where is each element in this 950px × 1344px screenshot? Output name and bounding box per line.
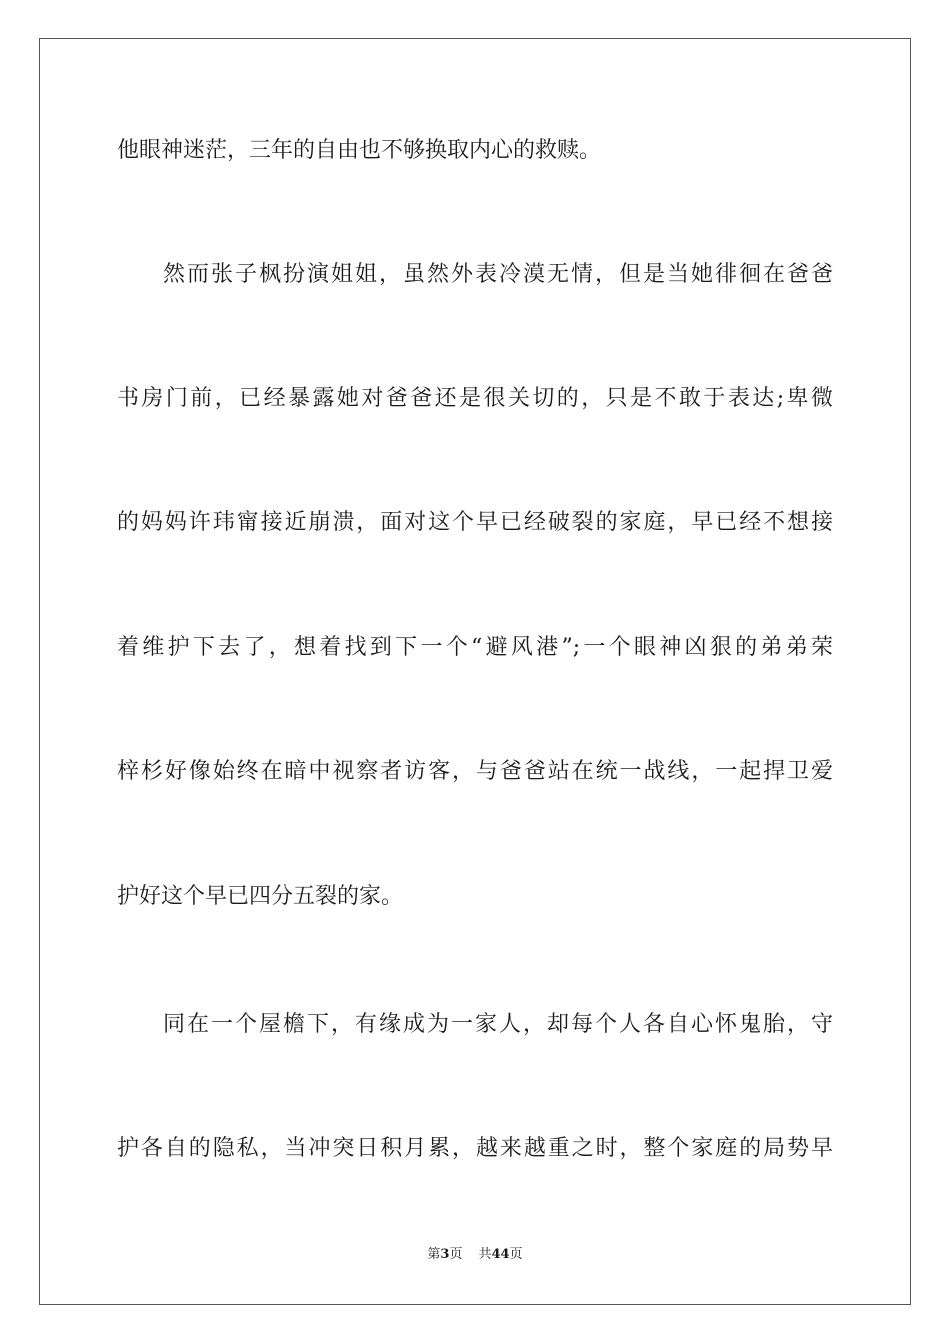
page-border: [39, 38, 911, 1305]
footer-total-prefix: 共: [478, 1247, 492, 1262]
text-line-9: 护各自的隐私，当冲突日积月累，越来越重之时，整个家庭的局势早: [117, 1136, 833, 1161]
footer-page-number: 3: [440, 1247, 450, 1262]
footer-total-suffix: 页: [509, 1247, 523, 1262]
text-line-7: 护好这个早已四分五裂的家。: [117, 884, 404, 909]
footer-page-prefix: 第: [427, 1247, 441, 1262]
text-line-5: 着维护下去了，想着找到下一个“避风港”;一个眼神凶狠的弟弟荣: [117, 635, 833, 660]
text-line-3: 书房门前，已经暴露她对爸爸还是很关切的，只是不敢于表达;卑微: [117, 386, 833, 411]
text-line-4: 的妈妈许玮甯接近崩溃，面对这个早已经破裂的家庭，早已经不想接: [117, 510, 833, 535]
text-line-8: 同在一个屋檐下，有缘成为一家人，却每个人各自心怀鬼胎，守: [163, 1012, 833, 1037]
footer-total-pages: 44: [491, 1247, 510, 1262]
text-line-6: 梓杉好像始终在暗中视察者访客，与爸爸站在统一战线，一起捍卫爱: [117, 759, 833, 784]
text-line-1: 他眼神迷茫，三年的自由也不够换取内心的救赎。: [117, 138, 602, 163]
page-footer: [0, 1246, 950, 1264]
text-line-2: 然而张子枫扮演姐姐，虽然外表冷漠无情，但是当她徘徊在爸爸: [163, 262, 833, 287]
footer-page-suffix: 页: [449, 1247, 463, 1262]
